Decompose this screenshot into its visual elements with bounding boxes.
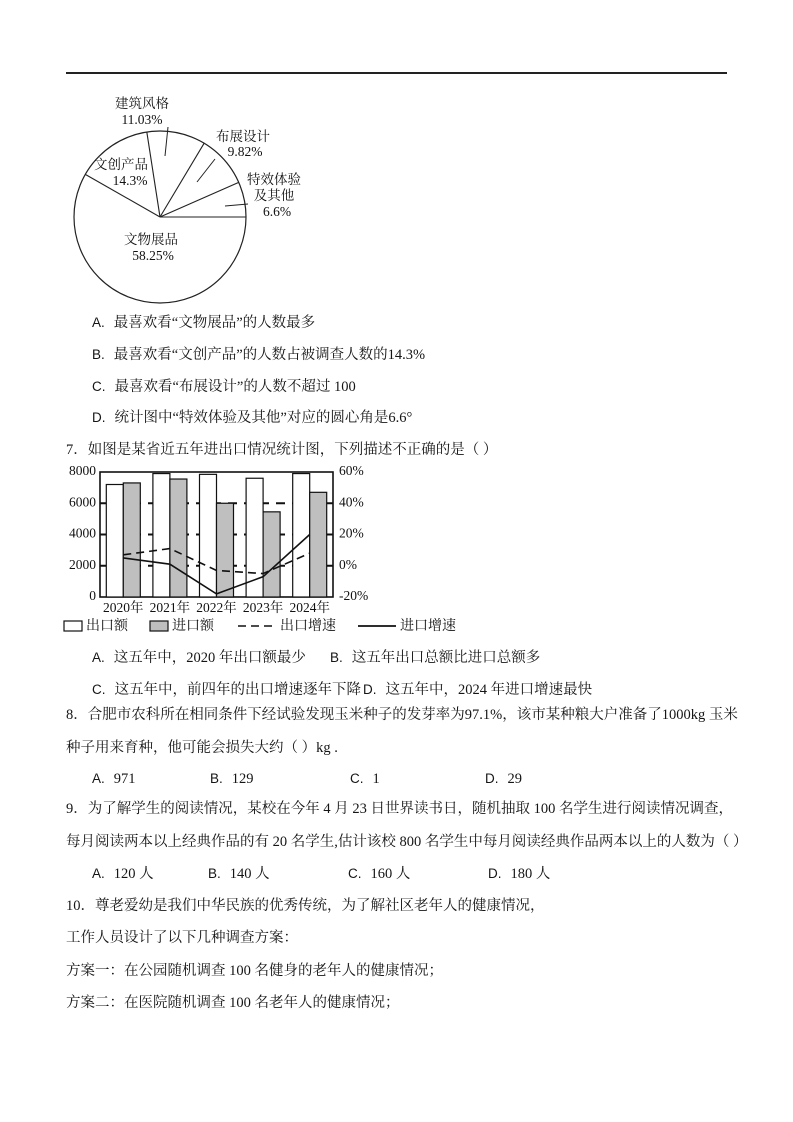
barline-chart <box>62 458 462 640</box>
q8-line-1: 8．合肥市农科所在相同条件下经试验发现玉米种子的发芽率为97.1%，该市某种粮大户准备了1000kg 玉米 <box>66 707 738 723</box>
q7-stem: 7．如图是某省近五年进出口情况统计图，下列描述不正确的是（ ） <box>66 442 498 458</box>
svg-text:6.6%: 6.6% <box>262 204 292 220</box>
q9-option-a <box>92 864 154 884</box>
svg-text:-20%: -20% <box>339 588 369 604</box>
svg-text:布展设计: 布展设计 <box>216 129 270 145</box>
svg-text:2023年: 2023年 <box>242 600 284 616</box>
option-letter: A. <box>92 650 105 665</box>
svg-text:及其他: 及其他 <box>253 188 295 204</box>
q6-option-c <box>92 377 356 397</box>
option-text: 29 <box>507 771 522 787</box>
option-text: 最喜欢看“文创产品”的人数占被调查人数的14.3% <box>113 347 426 363</box>
svg-text:2020年: 2020年 <box>103 600 144 616</box>
option-text: 180 人 <box>510 866 551 882</box>
option-letter: B. <box>92 347 105 362</box>
option-letter: C. <box>348 866 362 881</box>
svg-text:进口额: 进口额 <box>172 619 214 635</box>
top-rule <box>66 72 727 74</box>
svg-text:0: 0 <box>89 588 96 604</box>
option-text: 1 <box>372 771 380 787</box>
svg-text:2024年: 2024年 <box>289 600 330 616</box>
svg-text:2021年: 2021年 <box>149 600 191 616</box>
q9-option-c <box>348 864 410 884</box>
option-letter: D. <box>92 410 106 425</box>
svg-text:文创产品: 文创产品 <box>94 157 148 173</box>
option-text: 这五年中，前四年的出口增速逐年下降 <box>114 682 361 698</box>
option-text: 这五年出口总额比进口总额多 <box>351 650 541 666</box>
option-text: 140 人 <box>229 866 270 882</box>
svg-text:8000: 8000 <box>69 463 96 479</box>
option-text: 统计图中“特效体验及其他”对应的圆心角是6.6° <box>114 410 413 426</box>
q10-line-2: 工作人员设计了以下几种调查方案： <box>66 930 298 946</box>
svg-text:特效体验: 特效体验 <box>247 172 301 188</box>
option-letter: D. <box>363 682 377 697</box>
option-text: 这五年中，2024 年进口增速最快 <box>385 682 593 698</box>
svg-text:出口额: 出口额 <box>86 619 128 635</box>
svg-text:建筑风格: 建筑风格 <box>115 96 169 112</box>
svg-text:2022年: 2022年 <box>196 600 237 616</box>
svg-text:进口增速: 进口增速 <box>400 619 456 635</box>
q8-line-2: 种子用来育种，他可能会损失大约（ ）kg . <box>66 740 338 756</box>
svg-text:9.82%: 9.82% <box>227 144 263 160</box>
svg-text:14.3%: 14.3% <box>112 173 148 189</box>
option-letter: A. <box>92 315 105 330</box>
option-text: 160 人 <box>370 866 411 882</box>
q9-line-1: 9．为了解学生的阅读情况，某校在今年 4 月 23 日世界读书日，随机抽取 100 名学生进行阅读情况调查， <box>66 801 733 817</box>
option-letter: B. <box>210 771 223 786</box>
svg-text:出口增速: 出口增速 <box>280 619 336 635</box>
option-text: 129 <box>231 771 254 787</box>
q8-option-d <box>485 769 522 789</box>
q8-option-b <box>210 769 254 789</box>
option-letter: C. <box>92 682 106 697</box>
option-letter: C. <box>350 771 364 786</box>
svg-text:40%: 40% <box>339 494 364 510</box>
q10-line-4: 方案二：在医院随机调查 100 名老年人的健康情况； <box>66 995 400 1011</box>
svg-text:0%: 0% <box>339 556 357 572</box>
q9-option-b <box>208 864 270 884</box>
q6-option-a <box>92 313 315 333</box>
q7-option-b <box>330 648 540 668</box>
q9-option-d <box>488 864 550 884</box>
svg-text:2000: 2000 <box>69 556 96 572</box>
option-text: 最喜欢看“文物展品”的人数最多 <box>113 315 316 331</box>
svg-text:11.03%: 11.03% <box>121 112 163 128</box>
q7-option-a <box>92 648 306 668</box>
svg-text:4000: 4000 <box>69 525 96 541</box>
q7-option-cd-row <box>92 680 592 700</box>
option-letter: A. <box>92 771 105 786</box>
option-letter: D. <box>488 866 502 881</box>
q6-option-b <box>92 345 425 365</box>
svg-text:60%: 60% <box>339 463 364 479</box>
svg-text:58.25%: 58.25% <box>132 248 174 264</box>
q9-line-2: 每月阅读两本以上经典作品的有 20 名学生,估计该校 800 名学生中每月阅读经典作品两本以上的人数为（ ） <box>66 834 748 850</box>
q10-line-1: 10．尊老爱幼是我们中华民族的优秀传统，为了解社区老年人的健康情况， <box>66 898 545 914</box>
option-letter: A. <box>92 866 105 881</box>
option-text: 120 人 <box>113 866 154 882</box>
pie-chart <box>57 86 332 311</box>
option-letter: C. <box>92 379 106 394</box>
option-letter: D. <box>485 771 499 786</box>
option-text: 最喜欢看“布展设计”的人数不超过 100 <box>114 379 356 395</box>
svg-text:6000: 6000 <box>69 494 96 510</box>
svg-text:文物展品: 文物展品 <box>124 232 178 248</box>
q10-line-3: 方案一：在公园随机调查 100 名健身的老年人的健康情况； <box>66 963 443 979</box>
q8-option-c <box>350 769 380 789</box>
option-letter: B. <box>208 866 221 881</box>
option-letter: B. <box>330 650 343 665</box>
q8-option-a <box>92 769 136 789</box>
svg-text:20%: 20% <box>339 525 364 541</box>
q6-option-d <box>92 408 412 428</box>
option-text: 这五年中，2020 年出口额最少 <box>113 650 306 666</box>
option-text: 971 <box>113 771 136 787</box>
